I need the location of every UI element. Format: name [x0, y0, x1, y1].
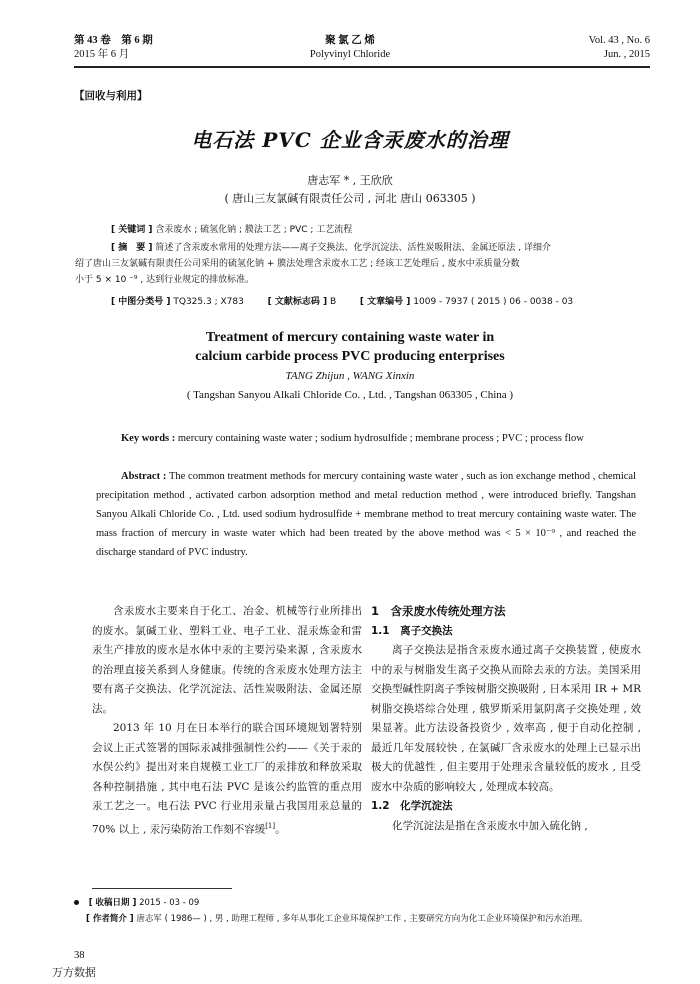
- authors-cn: 唐志军 * , 王欣欣: [307, 174, 393, 187]
- bio-text: 唐志军 ( 1986— ) , 男 , 助理工程师 , 多年从事化工企业环境保护工作 , 主要研究方向为化工企业环境保护和污水治理。: [136, 914, 588, 924]
- paper-title-en-line1: Treatment of mercury containing waste water in: [205, 330, 495, 345]
- paper-title-cn: 电石法 PVC 企业含汞废水的治理: [191, 128, 509, 152]
- keywords-cn-text: 含汞废水 ; 硫氢化钠 ; 膜法工艺 ; PVC ; 工艺流程: [155, 225, 353, 235]
- abstract-en-text: The common treatment methods for mercury containing waste water , such as ion exchange method , chemical precipitation method , activated carbon adsorption method and metal reduction method , were introduced briefly. Tangshan Sanyou Alkali Chloride Co. , Ltd. used sodium hydrosulfide + membrane method to treat mercury containing waste water. The mass fraction of mercury in waste water which had been treated by the above method was < 5 × 10⁻⁹ , and reached the discharge standard of PVC industry.: [96, 471, 637, 558]
- article-no-value: 1009 - 7937 ( 2015 ) 06 - 0038 - 03: [413, 297, 574, 307]
- class-value: TQ325.3 ; X783: [173, 297, 244, 307]
- body-paragraph-end: 。: [275, 823, 286, 835]
- footnote-bio: [74, 912, 650, 927]
- authors-en: TANG Zhijun , WANG Xinxin: [285, 370, 415, 382]
- body-left-column: [92, 602, 362, 840]
- keywords-en-text: mercury containing waste water ; sodium hydrosulfide ; membrane process ; PVC ; process flow: [177, 433, 584, 444]
- doc-code-value: B: [329, 297, 337, 307]
- keywords-cn: [111, 222, 631, 238]
- body-paragraph: 含汞废水主要来自于化工、冶金、机械等行业所排出的废水。氯碱工业、塑料工业、电子工业、混汞炼金和雷汞生产排放的废水是水体中汞的主要污染来源 , 含汞废水的治理直接关系到人身健康。传统的含汞废水处理方法主要有离子交换法、化学沉淀法、活性炭吸附法、金属还原法。: [92, 605, 362, 715]
- section-tag: 【回收与利用】: [74, 90, 148, 102]
- watermark: 万方数据: [52, 966, 96, 979]
- body-right-column: [371, 602, 641, 836]
- class-label: [ 中图分类号 ]: [111, 297, 171, 307]
- bullet-icon: [74, 900, 79, 905]
- header-vol-en: [500, 34, 650, 62]
- bio-label: [ 作者简介 ]: [86, 914, 134, 924]
- header-volume: 第 43 卷 第 6 期: [74, 35, 153, 46]
- header-vol-no: Vol. 43 , No. 6: [588, 35, 650, 46]
- paper-title-en-line2: calcium carbide process PVC producing enterprises: [195, 349, 505, 364]
- footnote-received: [74, 896, 650, 911]
- footnote-rule: [92, 888, 232, 889]
- affiliation-cn: ( 唐山三友氯碱有限责任公司 , 河北 唐山 063305 ): [224, 192, 476, 205]
- abstract-cn-line3: 小于 5 × 10 ⁻⁹ , 达到行业规定的排放标准。: [75, 275, 255, 285]
- page-number: 38: [74, 950, 85, 961]
- keywords-cn-label: [ 关键词 ]: [111, 225, 153, 235]
- body-paragraph-text: 2013 年 10 月在日本举行的联合国环境规划署特别会议上正式签署的国际汞减排强制性公约——《关于汞的水俣公约》提出对来自规模工业工厂的汞排放和释放采取各种控制措施 , 其中电石法 PVC 是该公约监管的重点用汞工艺之一。电石法 PVC 行业用汞量占我国用汞总量的 70% 以上 , 汞污染防治工作刻不容缓: [92, 722, 362, 835]
- header-month-year: Jun. , 2015: [603, 49, 650, 60]
- subsection-heading: 1.1 离子交换法: [371, 624, 453, 637]
- header-journal-en: Polyvinyl Chloride: [309, 49, 391, 60]
- abstract-cn-line1: [111, 240, 631, 256]
- received-date: 2015 - 03 - 09: [139, 898, 200, 908]
- citation-ref[interactable]: [1]: [265, 821, 276, 830]
- body-paragraph: 离子交换法是指含汞废水通过离子交换装置 , 使废水中的汞与树脂发生离子交换从而除去汞的方法。美国采用交换型碱性阴离子季铵树脂交换吸附 , 日本采用 IR + MR 树脂交换塔综合处理 , 俄罗斯采用氯阴离子交换处理 , 效果显著。此方法设备投资少 , 效率高 , 便于自动化控制 , 最近几年发展较快 , 在氯碱厂含汞废水的处理上已显示出极大的优越性 , 但主要用于处理汞含量较低的废水 , 且受废水中杂质的影响较大 , 处理成本较高。: [371, 644, 641, 793]
- abstract-en: [96, 467, 636, 562]
- abstract-en-label: Abstract :: [121, 471, 167, 482]
- abstract-cn: [75, 240, 631, 288]
- abstract-cn-text1: 简述了含汞废水常用的处理方法——离子交换法、化学沉淀法、活性炭吸附法、金属还原法 , 详细介: [155, 243, 551, 253]
- received-label: [ 收稿日期 ]: [88, 898, 137, 908]
- header-rule: [74, 66, 650, 68]
- subsection-heading: 1.2 化学沉淀法: [371, 800, 453, 812]
- keywords-en-label: Key words :: [121, 433, 176, 444]
- header-date: 2015 年 6 月: [74, 49, 130, 60]
- classification-row: [111, 294, 631, 310]
- article-no-label: [ 文章编号 ]: [359, 297, 411, 307]
- section-heading: 1 含汞废水传统处理方法: [371, 604, 506, 618]
- abstract-cn-label: [ 摘 要 ]: [111, 243, 153, 253]
- doc-code-label: [ 文献标志码 ]: [267, 297, 328, 307]
- body-paragraph: [92, 719, 362, 840]
- header-journal-cn: 聚 氯 乙 烯: [325, 35, 375, 46]
- affiliation-en: ( Tangshan Sanyou Alkali Chloride Co. , Ltd. , Tangshan 063305 , China ): [186, 389, 514, 401]
- body-paragraph: 化学沉淀法是指在含汞废水中加入硫化钠 ,: [392, 819, 588, 832]
- keywords-en: [96, 429, 636, 448]
- abstract-cn-line2: 绍了唐山三友氯碱有限责任公司采用的硫氢化钠 + 膜法处理含汞废水工艺 ; 经该工艺处理后 , 废水中汞质量分数: [75, 259, 520, 269]
